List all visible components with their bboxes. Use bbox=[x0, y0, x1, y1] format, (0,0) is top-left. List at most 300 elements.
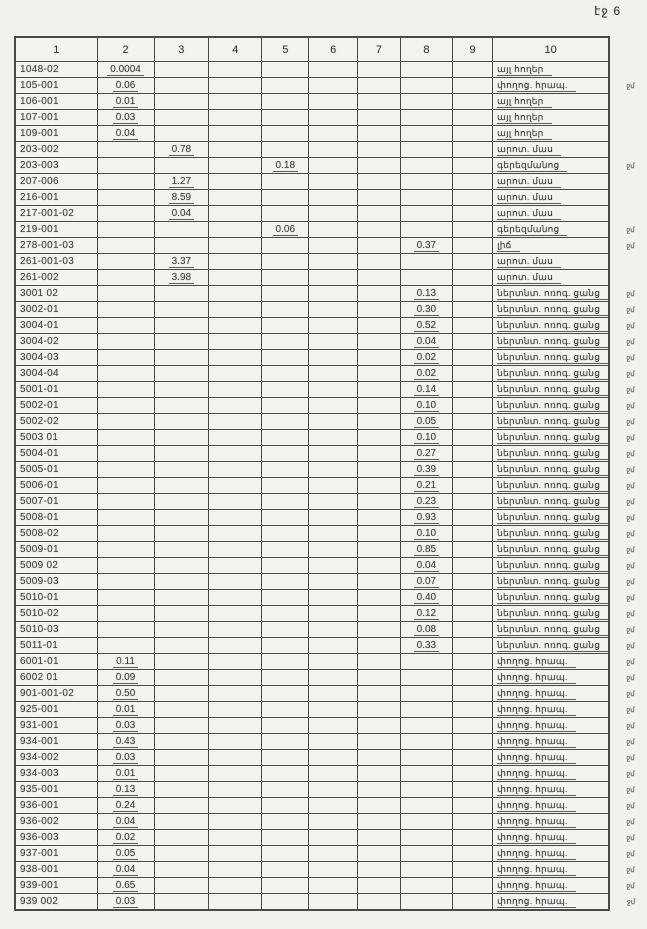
area-value-cell-col7 bbox=[358, 430, 401, 446]
area-value-cell-col7 bbox=[358, 382, 401, 398]
area-value-cell-col6 bbox=[309, 366, 358, 382]
area-value-cell-col9 bbox=[452, 190, 492, 206]
margin-note-cell: ջմ bbox=[626, 850, 635, 858]
area-value-cell-col8 bbox=[400, 94, 452, 110]
area-value: 0.02 bbox=[414, 367, 439, 380]
land-type-cell bbox=[493, 302, 609, 318]
margin-note-cell: ջմ bbox=[626, 498, 635, 506]
area-value-cell-col4 bbox=[209, 270, 262, 286]
area-value: 0.04 bbox=[113, 863, 138, 876]
area-value-cell-col9 bbox=[452, 654, 492, 670]
area-value: 1.27 bbox=[169, 175, 194, 188]
table-row bbox=[15, 590, 646, 606]
area-value-cell-col3 bbox=[154, 574, 209, 590]
area-value-cell-col4 bbox=[209, 174, 262, 190]
area-value-cell-col5 bbox=[262, 734, 309, 750]
area-value-cell-col7 bbox=[358, 542, 401, 558]
area-value-cell-col5 bbox=[262, 878, 309, 894]
area-value-cell-col2 bbox=[97, 206, 154, 222]
area-value-cell-col8 bbox=[400, 366, 452, 382]
area-value-cell-col9 bbox=[452, 462, 492, 478]
area-value-cell-col9 bbox=[452, 782, 492, 798]
area-value-cell-col4 bbox=[209, 814, 262, 830]
area-value-cell-col2 bbox=[97, 110, 154, 126]
area-value-cell-col3 bbox=[154, 414, 209, 430]
parcel-code-cell: 5007-01 bbox=[15, 494, 97, 510]
area-value-cell-col6 bbox=[309, 654, 358, 670]
area-value-cell-col9 bbox=[452, 606, 492, 622]
area-value-cell-col4 bbox=[209, 126, 262, 142]
area-value-cell-col5 bbox=[262, 590, 309, 606]
margin-note-cell: ջմ bbox=[626, 546, 635, 554]
area-value-cell-col6 bbox=[309, 526, 358, 542]
area-value-cell-col9 bbox=[452, 750, 492, 766]
table-row bbox=[15, 798, 646, 814]
area-value-cell-col4 bbox=[209, 622, 262, 638]
land-type-label: արոտ. մաս bbox=[497, 271, 561, 284]
parcel-code-cell: 5009-01 bbox=[15, 542, 97, 558]
area-value-cell-col4 bbox=[209, 862, 262, 878]
area-value-cell-col3 bbox=[154, 670, 209, 686]
area-value-cell-col7 bbox=[358, 878, 401, 894]
area-value-cell-col5 bbox=[262, 670, 309, 686]
area-value-cell-col4 bbox=[209, 894, 262, 911]
area-value-cell-col7 bbox=[358, 574, 401, 590]
area-value-cell-col9 bbox=[452, 526, 492, 542]
land-type-label: ներտնտ. ոռոգ. ցանց bbox=[497, 511, 608, 524]
area-value-cell-col8 bbox=[400, 526, 452, 542]
area-value-cell-col2 bbox=[97, 334, 154, 350]
area-value-cell-col3 bbox=[154, 174, 209, 190]
area-value-cell-col8 bbox=[400, 302, 452, 318]
area-value-cell-col6 bbox=[309, 110, 358, 126]
area-value-cell-col9 bbox=[452, 478, 492, 494]
land-type-cell bbox=[493, 382, 609, 398]
area-value-cell-col2 bbox=[97, 430, 154, 446]
land-type-cell bbox=[493, 110, 609, 126]
area-value-cell-col6 bbox=[309, 430, 358, 446]
parcel-code-cell: 261-002 bbox=[15, 270, 97, 286]
area-value: 0.85 bbox=[414, 543, 439, 556]
land-type-cell bbox=[493, 798, 609, 814]
area-value: 0.05 bbox=[414, 415, 439, 428]
area-value-cell-col6 bbox=[309, 190, 358, 206]
margin-note-cell bbox=[609, 174, 646, 190]
area-value-cell-col9 bbox=[452, 734, 492, 750]
area-value-cell-col3 bbox=[154, 350, 209, 366]
area-value-cell-col6 bbox=[309, 126, 358, 142]
area-value: 0.02 bbox=[414, 351, 439, 364]
area-value-cell-col5 bbox=[262, 270, 309, 286]
area-value: 0.10 bbox=[414, 431, 439, 444]
column-header-4: 4 bbox=[209, 37, 262, 62]
area-value-cell-col5 bbox=[262, 894, 309, 911]
parcel-code-cell: 934-002 bbox=[15, 750, 97, 766]
table-row bbox=[15, 446, 646, 462]
area-value-cell-col2 bbox=[97, 446, 154, 462]
land-type-label: ներտնտ. ոռոգ. ցանց bbox=[497, 335, 608, 348]
area-value-cell-col7 bbox=[358, 590, 401, 606]
area-value-cell-col9 bbox=[452, 590, 492, 606]
area-value: 0.14 bbox=[414, 383, 439, 396]
area-value-cell-col6 bbox=[309, 734, 358, 750]
margin-note-cell bbox=[609, 62, 646, 78]
area-value: 0.43 bbox=[113, 735, 138, 748]
area-value-cell-col3 bbox=[154, 798, 209, 814]
area-value-cell-col3 bbox=[154, 254, 209, 270]
area-value: 0.12 bbox=[414, 607, 439, 620]
area-value-cell-col8 bbox=[400, 574, 452, 590]
land-type-label: ներտնտ. ոռոգ. ցանց bbox=[497, 543, 608, 556]
area-value: 0.0004 bbox=[107, 63, 144, 76]
area-value-cell-col6 bbox=[309, 798, 358, 814]
parcel-code-cell: 5010-02 bbox=[15, 606, 97, 622]
land-type-cell bbox=[493, 190, 609, 206]
area-value-cell-col9 bbox=[452, 638, 492, 654]
area-value-cell-col9 bbox=[452, 270, 492, 286]
area-value-cell-col5 bbox=[262, 94, 309, 110]
area-value-cell-col8 bbox=[400, 590, 452, 606]
land-type-label: ներտնտ. ոռոգ. ցանց bbox=[497, 399, 608, 412]
area-value-cell-col5 bbox=[262, 366, 309, 382]
area-value-cell-col5 bbox=[262, 318, 309, 334]
area-value-cell-col8 bbox=[400, 638, 452, 654]
area-value-cell-col9 bbox=[452, 574, 492, 590]
area-value-cell-col3 bbox=[154, 862, 209, 878]
parcel-code-cell: 934-003 bbox=[15, 766, 97, 782]
area-value-cell-col2 bbox=[97, 222, 154, 238]
area-value-cell-col8 bbox=[400, 430, 452, 446]
parcel-code-cell: 5003 01 bbox=[15, 430, 97, 446]
area-value-cell-col3 bbox=[154, 702, 209, 718]
area-value-cell-col6 bbox=[309, 878, 358, 894]
column-header-10: 10 bbox=[493, 37, 609, 62]
land-type-cell bbox=[493, 606, 609, 622]
margin-note-cell bbox=[609, 142, 646, 158]
area-value-cell-col5 bbox=[262, 286, 309, 302]
margin-note-cell: ջմ bbox=[626, 386, 635, 394]
area-value-cell-col2 bbox=[97, 478, 154, 494]
area-value-cell-col8 bbox=[400, 350, 452, 366]
area-value-cell-col5 bbox=[262, 222, 309, 238]
area-value-cell-col7 bbox=[358, 446, 401, 462]
area-value-cell-col4 bbox=[209, 206, 262, 222]
area-value-cell-col9 bbox=[452, 110, 492, 126]
area-value-cell-col6 bbox=[309, 238, 358, 254]
area-value-cell-col3 bbox=[154, 734, 209, 750]
land-type-cell bbox=[493, 446, 609, 462]
land-type-label: փողոց. հրապ. bbox=[497, 847, 575, 860]
area-value-cell-col4 bbox=[209, 318, 262, 334]
area-value-cell-col2 bbox=[97, 190, 154, 206]
margin-note-cell: ջմ bbox=[626, 786, 635, 794]
area-value-cell-col3 bbox=[154, 590, 209, 606]
area-value-cell-col5 bbox=[262, 414, 309, 430]
area-value-cell-col6 bbox=[309, 846, 358, 862]
area-value-cell-col3 bbox=[154, 110, 209, 126]
area-value-cell-col6 bbox=[309, 414, 358, 430]
table-row bbox=[15, 318, 646, 334]
land-type-label: փողոց. հրապ. bbox=[497, 703, 575, 716]
area-value-cell-col6 bbox=[309, 94, 358, 110]
table-row bbox=[15, 526, 646, 542]
land-type-cell bbox=[493, 654, 609, 670]
area-value-cell-col6 bbox=[309, 334, 358, 350]
area-value-cell-col8 bbox=[400, 798, 452, 814]
area-value-cell-col8 bbox=[400, 414, 452, 430]
land-type-cell bbox=[493, 750, 609, 766]
area-value-cell-col4 bbox=[209, 846, 262, 862]
parcel-code-cell: 934-001 bbox=[15, 734, 97, 750]
area-value-cell-col5 bbox=[262, 190, 309, 206]
land-type-cell bbox=[493, 350, 609, 366]
area-value-cell-col6 bbox=[309, 478, 358, 494]
table-row bbox=[15, 206, 646, 222]
area-value-cell-col7 bbox=[358, 734, 401, 750]
margin-note-cell: ջմ bbox=[626, 306, 635, 314]
area-value-cell-col8 bbox=[400, 78, 452, 94]
area-value-cell-col7 bbox=[358, 110, 401, 126]
area-value-cell-col7 bbox=[358, 334, 401, 350]
land-type-label: ներտնտ. ոռոգ. ցանց bbox=[497, 559, 608, 572]
area-value-cell-col5 bbox=[262, 398, 309, 414]
area-value-cell-col6 bbox=[309, 606, 358, 622]
land-type-cell bbox=[493, 430, 609, 446]
area-value-cell-col2 bbox=[97, 766, 154, 782]
margin-note-cell: ջմ bbox=[626, 770, 635, 778]
land-type-cell bbox=[493, 142, 609, 158]
area-value-cell-col4 bbox=[209, 254, 262, 270]
parcel-code-cell: 278-001-03 bbox=[15, 238, 97, 254]
table-row bbox=[15, 574, 646, 590]
area-value-cell-col6 bbox=[309, 574, 358, 590]
table-row bbox=[15, 606, 646, 622]
area-value-cell-col4 bbox=[209, 558, 262, 574]
parcel-code-cell: 5001-01 bbox=[15, 382, 97, 398]
area-value-cell-col6 bbox=[309, 302, 358, 318]
area-value-cell-col8 bbox=[400, 462, 452, 478]
area-value-cell-col5 bbox=[262, 494, 309, 510]
area-value-cell-col3 bbox=[154, 462, 209, 478]
area-value-cell-col3 bbox=[154, 62, 209, 78]
land-type-cell bbox=[493, 494, 609, 510]
area-value-cell-col5 bbox=[262, 142, 309, 158]
margin-note-cell: ջմ bbox=[626, 162, 635, 170]
parcel-code-cell: 6002 01 bbox=[15, 670, 97, 686]
area-value-cell-col3 bbox=[154, 686, 209, 702]
parcel-code-cell: 105-001 bbox=[15, 78, 97, 94]
area-value-cell-col3 bbox=[154, 526, 209, 542]
area-value-cell-col4 bbox=[209, 702, 262, 718]
area-value-cell-col3 bbox=[154, 766, 209, 782]
margin-note-cell: ջմ bbox=[626, 658, 635, 666]
area-value-cell-col2 bbox=[97, 798, 154, 814]
margin-note-cell bbox=[609, 190, 646, 206]
area-value-cell-col5 bbox=[262, 846, 309, 862]
area-value-cell-col9 bbox=[452, 414, 492, 430]
area-value-cell-col6 bbox=[309, 78, 358, 94]
area-value: 0.23 bbox=[414, 495, 439, 508]
margin-note-cell: ջմ bbox=[626, 562, 635, 570]
margin-note-cell: ջմ bbox=[626, 706, 635, 714]
area-value-cell-col4 bbox=[209, 286, 262, 302]
area-value-cell-col9 bbox=[452, 62, 492, 78]
area-value-cell-col3 bbox=[154, 542, 209, 558]
area-value-cell-col7 bbox=[358, 750, 401, 766]
land-type-cell bbox=[493, 286, 609, 302]
parcel-code-cell: 5009 02 bbox=[15, 558, 97, 574]
area-value-cell-col5 bbox=[262, 382, 309, 398]
area-value-cell-col5 bbox=[262, 302, 309, 318]
area-value-cell-col2 bbox=[97, 78, 154, 94]
area-value-cell-col8 bbox=[400, 718, 452, 734]
area-value: 0.04 bbox=[414, 559, 439, 572]
parcel-code-cell: 109-001 bbox=[15, 126, 97, 142]
area-value-cell-col3 bbox=[154, 286, 209, 302]
margin-note-cell: ջմ bbox=[626, 226, 635, 234]
land-type-cell bbox=[493, 414, 609, 430]
land-type-cell bbox=[493, 318, 609, 334]
table-row bbox=[15, 830, 646, 846]
area-value-cell-col2 bbox=[97, 126, 154, 142]
land-type-cell bbox=[493, 766, 609, 782]
land-type-label: ներտնտ. ոռոգ. ցանց bbox=[497, 351, 608, 364]
margin-note-cell: ջմ bbox=[626, 642, 635, 650]
area-value-cell-col3 bbox=[154, 126, 209, 142]
area-value-cell-col5 bbox=[262, 814, 309, 830]
land-type-label: ներտնտ. ոռոգ. ցանց bbox=[497, 575, 608, 588]
area-value: 0.03 bbox=[113, 719, 138, 732]
area-value-cell-col9 bbox=[452, 318, 492, 334]
area-value-cell-col2 bbox=[97, 62, 154, 78]
area-value-cell-col6 bbox=[309, 782, 358, 798]
area-value-cell-col9 bbox=[452, 446, 492, 462]
area-value-cell-col5 bbox=[262, 126, 309, 142]
area-value-cell-col8 bbox=[400, 734, 452, 750]
area-value-cell-col2 bbox=[97, 558, 154, 574]
area-value-cell-col4 bbox=[209, 590, 262, 606]
area-value-cell-col4 bbox=[209, 718, 262, 734]
area-value-cell-col6 bbox=[309, 62, 358, 78]
area-value-cell-col9 bbox=[452, 254, 492, 270]
area-value-cell-col7 bbox=[358, 718, 401, 734]
area-value-cell-col3 bbox=[154, 190, 209, 206]
land-type-cell bbox=[493, 398, 609, 414]
table-row bbox=[15, 126, 646, 142]
area-value-cell-col8 bbox=[400, 494, 452, 510]
area-value-cell-col7 bbox=[358, 254, 401, 270]
area-value: 0.04 bbox=[113, 815, 138, 828]
parcel-code-cell: 5006-01 bbox=[15, 478, 97, 494]
area-value-cell-col2 bbox=[97, 782, 154, 798]
land-type-label: ներտնտ. ոռոգ. ցանց bbox=[497, 287, 608, 300]
area-value-cell-col6 bbox=[309, 158, 358, 174]
area-value-cell-col2 bbox=[97, 254, 154, 270]
area-value-cell-col8 bbox=[400, 174, 452, 190]
table-row bbox=[15, 862, 646, 878]
parcel-code-cell: 936-001 bbox=[15, 798, 97, 814]
area-value-cell-col4 bbox=[209, 574, 262, 590]
area-value-cell-col9 bbox=[452, 350, 492, 366]
land-type-label: ներտնտ. ոռոգ. ցանց bbox=[497, 479, 608, 492]
area-value-cell-col3 bbox=[154, 606, 209, 622]
table-row bbox=[15, 686, 646, 702]
margin-note-cell: ջմ bbox=[626, 802, 635, 810]
parcel-code-cell: 3004-01 bbox=[15, 318, 97, 334]
table-row bbox=[15, 190, 646, 206]
area-value-cell-col8 bbox=[400, 542, 452, 558]
area-value-cell-col6 bbox=[309, 142, 358, 158]
area-value-cell-col6 bbox=[309, 670, 358, 686]
parcel-code-cell: 207-006 bbox=[15, 174, 97, 190]
area-value-cell-col2 bbox=[97, 494, 154, 510]
table-body bbox=[15, 62, 646, 911]
table-row bbox=[15, 398, 646, 414]
parcel-code-cell: 936-002 bbox=[15, 814, 97, 830]
area-value-cell-col5 bbox=[262, 462, 309, 478]
land-type-cell bbox=[493, 526, 609, 542]
area-value-cell-col5 bbox=[262, 62, 309, 78]
area-value-cell-col3 bbox=[154, 206, 209, 222]
area-value-cell-col5 bbox=[262, 654, 309, 670]
land-type-label: լիճ bbox=[497, 239, 519, 252]
land-type-label: փողոց. հրապ. bbox=[497, 895, 575, 908]
area-value-cell-col6 bbox=[309, 206, 358, 222]
area-value-cell-col2 bbox=[97, 382, 154, 398]
area-value-cell-col5 bbox=[262, 78, 309, 94]
margin-note-cell: ջմ bbox=[626, 866, 635, 874]
land-type-cell bbox=[493, 238, 609, 254]
area-value-cell-col8 bbox=[400, 334, 452, 350]
area-value-cell-col5 bbox=[262, 510, 309, 526]
area-value-cell-col3 bbox=[154, 398, 209, 414]
area-value: 0.03 bbox=[113, 895, 138, 908]
area-value-cell-col4 bbox=[209, 526, 262, 542]
area-value-cell-col4 bbox=[209, 462, 262, 478]
column-header-7: 7 bbox=[358, 37, 401, 62]
area-value-cell-col4 bbox=[209, 654, 262, 670]
margin-note-cell: ջմ bbox=[626, 530, 635, 538]
land-type-cell bbox=[493, 254, 609, 270]
land-type-cell bbox=[493, 686, 609, 702]
area-value: 3.98 bbox=[169, 271, 194, 284]
table-row bbox=[15, 62, 646, 78]
parcel-code-cell: 5008-01 bbox=[15, 510, 97, 526]
parcel-code-cell: 5010-01 bbox=[15, 590, 97, 606]
area-value-cell-col3 bbox=[154, 382, 209, 398]
parcel-code-cell: 925-001 bbox=[15, 702, 97, 718]
margin-note-cell bbox=[609, 270, 646, 286]
area-value-cell-col7 bbox=[358, 862, 401, 878]
area-value-cell-col5 bbox=[262, 622, 309, 638]
area-value-cell-col5 bbox=[262, 830, 309, 846]
area-value-cell-col2 bbox=[97, 366, 154, 382]
area-value-cell-col3 bbox=[154, 878, 209, 894]
area-value-cell-col9 bbox=[452, 510, 492, 526]
table-row bbox=[15, 350, 646, 366]
area-value-cell-col5 bbox=[262, 334, 309, 350]
parcel-code-cell: 5002-02 bbox=[15, 414, 97, 430]
column-header-2: 2 bbox=[97, 37, 154, 62]
land-type-label: փողոց. հրապ. bbox=[497, 831, 575, 844]
land-type-cell bbox=[493, 702, 609, 718]
area-value-cell-col6 bbox=[309, 350, 358, 366]
area-value-cell-col5 bbox=[262, 750, 309, 766]
area-value-cell-col6 bbox=[309, 446, 358, 462]
area-value-cell-col6 bbox=[309, 862, 358, 878]
area-value-cell-col6 bbox=[309, 286, 358, 302]
area-value-cell-col6 bbox=[309, 830, 358, 846]
